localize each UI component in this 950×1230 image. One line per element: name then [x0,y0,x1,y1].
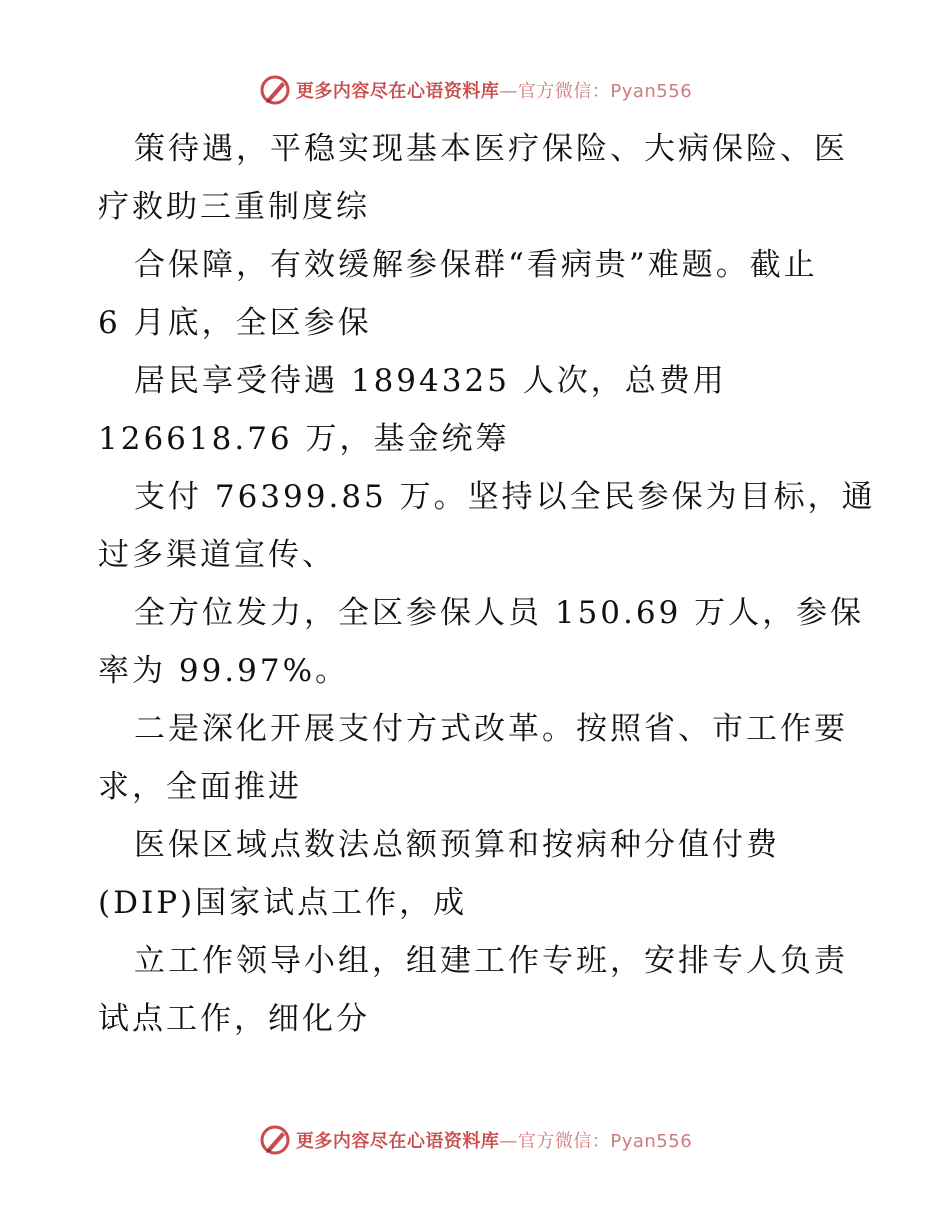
paragraph-line: 6 月底，全区参保 [98,305,372,341]
paragraph-line: (DIP)国家试点工作，成 [98,885,468,921]
paragraph-line: 全方位发力，全区参保人员 150.69 万人，参保 [134,595,865,631]
paragraph-line: 居民享受待遇 1894325 人次，总费用 [134,363,727,399]
pen-logo-icon [258,73,292,107]
paragraph-line: 126618.76 万，基金统筹 [98,421,510,457]
paragraph-line: 医保区域点数法总额预算和按病种分值付费 [134,827,780,863]
watermark-text [296,1127,692,1153]
pen-logo-icon [258,1123,292,1157]
paragraph-line: 策待遇，平稳实现基本医疗保险、大病保险、医 [134,131,848,167]
paragraph-line: 求，全面推进 [98,769,302,805]
header-watermark [0,70,950,110]
paragraph-line: 过多渠道宣传、 [98,537,336,573]
watermark-dash: — [499,1131,518,1152]
watermark-dash: — [499,81,518,102]
footer-watermark [0,1120,950,1160]
paragraph-line: 疗救助三重制度综 [98,189,370,225]
paragraph-line: 二是深化开展支付方式改革。按照省、市工作要 [134,711,848,747]
watermark-brand: 更多内容尽在心语资料库 [295,81,500,102]
watermark-text [296,77,692,103]
document-body [98,120,876,1048]
paragraph-line: 支付 76399.85 万。坚持以全民参保为目标，通 [134,479,876,515]
watermark-wechat: 官方微信：Pyan556 [517,81,693,102]
watermark-brand: 更多内容尽在心语资料库 [295,1131,500,1152]
paragraph-line: 立工作领导小组，组建工作专班，安排专人负责 [134,943,848,979]
paragraph-line: 试点工作，细化分 [98,1001,370,1037]
watermark-wechat: 官方微信：Pyan556 [517,1131,693,1152]
paragraph-line: 率为 99.97%。 [98,653,350,689]
paragraph-line: 合保障，有效缓解参保群“看病贵”难题。截止 [134,247,818,283]
